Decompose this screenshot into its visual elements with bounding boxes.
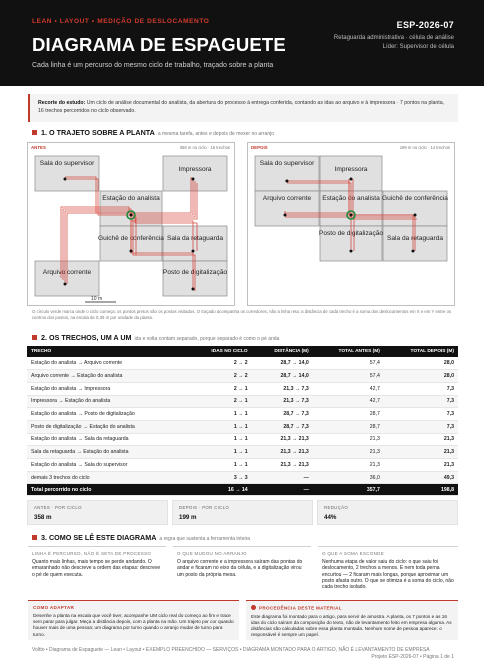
table-cell: 1 → 1 xyxy=(188,408,252,421)
table-cell: 1 → 1 xyxy=(188,459,252,472)
note-card xyxy=(318,546,458,596)
table-cell: 28,0 xyxy=(384,357,458,370)
table-cell: 28,7 → 14,0 xyxy=(252,357,313,370)
section-marker-icon xyxy=(32,130,37,135)
segments-table xyxy=(27,346,458,496)
section-marker-icon xyxy=(32,335,37,340)
section-2-title: 2. OS TRECHOS, UM A UM xyxy=(41,333,132,342)
table-cell: 42,7 xyxy=(313,395,384,408)
kpi-label: REDUÇÃO xyxy=(324,505,349,510)
how-to-adapt-box xyxy=(28,600,239,640)
table-cell: Total percorrido no ciclo xyxy=(27,484,188,496)
visited-point xyxy=(192,178,195,181)
table-cell: Arquivo corrente → Estação do analista xyxy=(27,370,188,383)
study-label: Recorte do estudo: xyxy=(38,100,86,106)
table-cell: 7,3 xyxy=(384,408,458,421)
section-3-title: 3. COMO SE LÊ ESTE DIAGRAMA xyxy=(41,533,157,542)
section-1-heading xyxy=(32,128,274,137)
section-3-hint: a regra que sustenta a ferramenta inteira xyxy=(159,536,251,542)
table-cell: 198,8 xyxy=(384,484,458,496)
start-point-dot xyxy=(130,214,133,217)
room-label: Estação do analista xyxy=(322,195,380,202)
room-label: Estação do analista xyxy=(102,195,160,202)
col-header: TOTAL ANTES (M) xyxy=(313,346,384,357)
footer-right: Projeto ESP-2026-07 • Página 1 de 1 xyxy=(371,654,454,660)
table-cell: — xyxy=(252,484,313,496)
table-cell: 2 → 2 xyxy=(188,370,252,383)
table-cell: 7,3 xyxy=(384,382,458,395)
note-body: Nenhuma etapa de valor saiu do ciclo: o que saiu foi deslocamento, 2 trechos a menos. E nem toda perna encurtou — 2 ficaram mais longas, porque aproximar um posto afasta outro. O que se otimiza é a soma do ciclo, não cada trecho isolado. xyxy=(322,559,454,591)
kpi-after xyxy=(172,500,313,525)
table-cell: 3 → 3 xyxy=(188,471,252,484)
table-cell: demais 3 trechos do ciclo xyxy=(27,471,188,484)
table-cell: 21,3 xyxy=(313,446,384,459)
col-header: IDAS NO CICLO xyxy=(188,346,252,357)
kpi-before xyxy=(27,500,168,525)
table-cell: Estação do analista → Sala do supervisor xyxy=(27,459,188,472)
provenance-title-text: PROCEDÊNCIA DESTE MATERIAL xyxy=(259,605,342,611)
table-cell: 7,3 xyxy=(384,395,458,408)
room-label: Arquivo corrente xyxy=(262,195,312,202)
section-2-hint: ida e volta contam separado, porque separado é como o pé anda xyxy=(134,336,280,342)
room-label: Guichê de conferência xyxy=(382,195,448,202)
table-cell: Sala da retaguarda → Estação do analista xyxy=(27,446,188,459)
table-cell: 21,3 xyxy=(384,459,458,472)
room-label: Arquivo corrente xyxy=(42,269,92,276)
before-meta: 358 m no ciclo · 16 trechos xyxy=(179,145,230,150)
header-kicker: LEAN • LAYOUT • MEDIÇÃO DE DESLOCAMENTO xyxy=(32,18,210,25)
visited-point xyxy=(350,250,353,253)
plan-before-svg xyxy=(28,143,236,307)
room-label: Impressora xyxy=(178,166,212,173)
plan-caption: O círculo verde marca onde o ciclo começa; os pontos pretos são os postos visitados. O traçado acompanha os corredores, não a linha reta: a distância de cada trecho é a soma dos deslocamentos em X e em Y entre os centros dos postos, na escala de 0,35 m por unidade da planta. xyxy=(32,309,452,320)
table-cell: 28,7 xyxy=(313,420,384,433)
table-cell: 21,3 xyxy=(313,459,384,472)
visited-point xyxy=(192,288,195,291)
table-cell: 21,3 xyxy=(313,433,384,446)
table-cell: 21,3 → 21,3 xyxy=(252,433,313,446)
page-title: DIAGRAMA DE ESPAGUETE xyxy=(32,34,286,55)
visited-point xyxy=(412,250,415,253)
kpi-value: 199 m xyxy=(179,514,197,521)
table-cell: 21,3 → 21,3 xyxy=(252,459,313,472)
table-row xyxy=(27,471,458,484)
header-bar xyxy=(0,0,484,86)
header-meta-area: Retaguarda administrativa · célula de análise xyxy=(333,35,454,41)
table-cell: 21,3 → 21,3 xyxy=(252,446,313,459)
table-cell: Posto de digitalização → Estação do analista xyxy=(27,420,188,433)
table-row xyxy=(27,408,458,421)
table-cell: 28,7 xyxy=(313,408,384,421)
note-body: O arquivo corrente e a impressora saíram das pontas do andar e ficaram no eixo da célula, e a digitalização virou um posto da própria mesa. xyxy=(177,559,303,578)
table-cell: 7,3 xyxy=(384,420,458,433)
section-marker-icon xyxy=(32,535,37,540)
table-cell: 28,7 → 14,0 xyxy=(252,370,313,383)
provenance-title xyxy=(251,605,453,611)
visited-point xyxy=(414,214,417,217)
scale-label: 10 m xyxy=(91,296,103,302)
table-cell: Estação do analista → Arquivo corrente xyxy=(27,357,188,370)
table-cell: 36,0 xyxy=(313,471,384,484)
table-cell: Estação do analista → Impressora xyxy=(27,382,188,395)
table-cell: 57,4 xyxy=(313,357,384,370)
table-cell: 2 → 2 xyxy=(188,357,252,370)
table-cell: 2 → 1 xyxy=(188,382,252,395)
visited-point xyxy=(64,283,67,286)
table-cell: 28,0 xyxy=(384,370,458,383)
kpi-label: DEPOIS · POR CICLO xyxy=(179,505,230,510)
col-header: TOTAL DEPOIS (M) xyxy=(384,346,458,357)
table-cell: 1 → 1 xyxy=(188,446,252,459)
section-1-title: 1. O TRAJETO SOBRE A PLANTA xyxy=(41,128,155,137)
kpi-label: ANTES · POR CICLO xyxy=(34,505,82,510)
table-cell: Estação do analista → Sala da retaguarda xyxy=(27,433,188,446)
table-cell: 42,7 xyxy=(313,382,384,395)
table-row xyxy=(27,420,458,433)
table-cell: 28,7 → 7,3 xyxy=(252,408,313,421)
note-body: Quanto mais linhas, mais tempo se perde andando. O emaranhado não descreve a ordem das etapas: descreve o pé de quem executa. xyxy=(32,559,161,578)
section-1-hint: a mesma tarefa, antes e depois de mexer no arranjo xyxy=(157,131,274,137)
note-card xyxy=(173,546,311,596)
table-cell: 49,3 xyxy=(384,471,458,484)
section-2-heading xyxy=(32,333,279,342)
plan-after-panel xyxy=(247,142,455,306)
section-3-heading xyxy=(32,533,250,542)
visited-point xyxy=(130,250,133,253)
note-title: O QUE A SOMA ESCONDE xyxy=(322,551,385,556)
table-row xyxy=(27,459,458,472)
table-row xyxy=(27,446,458,459)
kpi-reduction xyxy=(317,500,458,525)
kpi-value: 358 m xyxy=(34,514,52,521)
room-label: Sala do supervisor xyxy=(39,160,95,167)
table-cell: 21,3 xyxy=(384,433,458,446)
provenance-box xyxy=(246,600,458,640)
table-cell: 28,7 → 7,3 xyxy=(252,420,313,433)
room-label: Posto de digitalização xyxy=(318,230,384,237)
room-label: Sala da retaguarda xyxy=(166,235,224,242)
col-header: DISTÂNCIA (M) xyxy=(252,346,313,357)
header-meta-leader: Líder: Supervisor de célula xyxy=(382,44,454,50)
table-row xyxy=(27,370,458,383)
table-cell: 357,7 xyxy=(313,484,384,496)
note-card xyxy=(28,546,166,596)
table-row xyxy=(27,357,458,370)
kpi-value: 44% xyxy=(324,514,337,521)
table-cell: 21,3 → 7,3 xyxy=(252,395,313,408)
alert-dot-icon xyxy=(251,605,256,610)
table-cell: Estação do analista → Posto de digitalização xyxy=(27,408,188,421)
provenance-body: Este diagrama foi montado para o artigo, para servir de amostra. A planta, os 7 pontos e as 16 idas do ciclo saíram da composição do texto, não de levantamento feito em empresa alguma. As distâncias são calculadas sobre essa planta montada. Nenhum nome de pessoa aparece: o responsável é sempre um papel. xyxy=(251,613,452,638)
table-header-row xyxy=(27,346,458,357)
study-text: Um ciclo de análise documental do analista, da abertura do processo à entrega conferida, contando as idas ao arquivo e à impressora · 7 pontos na planta, 16 trechos percorridos no ciclo observado. xyxy=(38,100,445,114)
after-tag: DEPOIS xyxy=(251,145,268,150)
note-title: LINHA É PERCURSO, NÃO É SETA DE PROCESSO xyxy=(32,551,152,556)
table-cell: 1 → 1 xyxy=(188,433,252,446)
visited-point xyxy=(350,178,353,181)
document-code: ESP-2026-07 xyxy=(396,20,454,30)
table-cell: 16 → 14 xyxy=(188,484,252,496)
room-label: Sala da retaguarda xyxy=(386,235,444,242)
table-row xyxy=(27,433,458,446)
visited-point xyxy=(286,180,289,183)
room-label: Sala do supervisor xyxy=(259,160,315,167)
table-row xyxy=(27,395,458,408)
footer-left: Voltto • Diagrama de Espaguete — Lean • Layout • EXEMPLO PREENCHIDO — SERVIÇOS • DIAGRAMA MONTADO PARA O ARTIGO, NÃO É LEVANTAMENTO DE EMPRESA xyxy=(32,647,430,653)
table-cell: 21,3 → 7,3 xyxy=(252,382,313,395)
table-total-row xyxy=(27,484,458,496)
plan-before-panel xyxy=(27,142,235,306)
adapt-title: COMO ADAPTAR xyxy=(33,605,75,610)
before-tag: ANTES xyxy=(31,145,46,150)
visited-point xyxy=(64,178,67,181)
table-cell: 2 → 1 xyxy=(188,395,252,408)
after-meta: 199 m no ciclo · 14 trechos xyxy=(399,145,450,150)
visited-point xyxy=(192,250,195,253)
room-label: Posto de digitalização xyxy=(162,269,228,276)
room-label: Impressora xyxy=(334,166,368,173)
table-cell: 1 → 1 xyxy=(188,420,252,433)
table-row xyxy=(27,382,458,395)
start-point-dot xyxy=(350,214,353,217)
col-header: TRECHO xyxy=(27,346,188,357)
plan-after-svg xyxy=(248,143,456,307)
room-label: Guichê de conferência xyxy=(98,235,164,242)
adapt-body: Desenhe a planta na escala que você tiver, acompanhe UM ciclo real do começo ao fim e trace sem parar para julgar. Meça a distância depois, com a planta na mão. Um trajeto por cor quando houver mais de uma pessoa; um diagrama por turno quando o arranjo mudar de turno para turno. xyxy=(33,613,234,637)
visited-point xyxy=(284,214,287,217)
note-title: O QUE MUDOU NO ARRANJO xyxy=(177,551,247,556)
table-cell: 57,4 xyxy=(313,370,384,383)
study-scope-box xyxy=(28,94,458,122)
table-cell: 21,3 xyxy=(384,446,458,459)
page-subtitle: Cada linha é um percurso do mesmo ciclo de trabalho, traçado sobre a planta xyxy=(32,62,274,69)
table-cell: Impressora → Estação do analista xyxy=(27,395,188,408)
table-cell: — xyxy=(252,471,313,484)
